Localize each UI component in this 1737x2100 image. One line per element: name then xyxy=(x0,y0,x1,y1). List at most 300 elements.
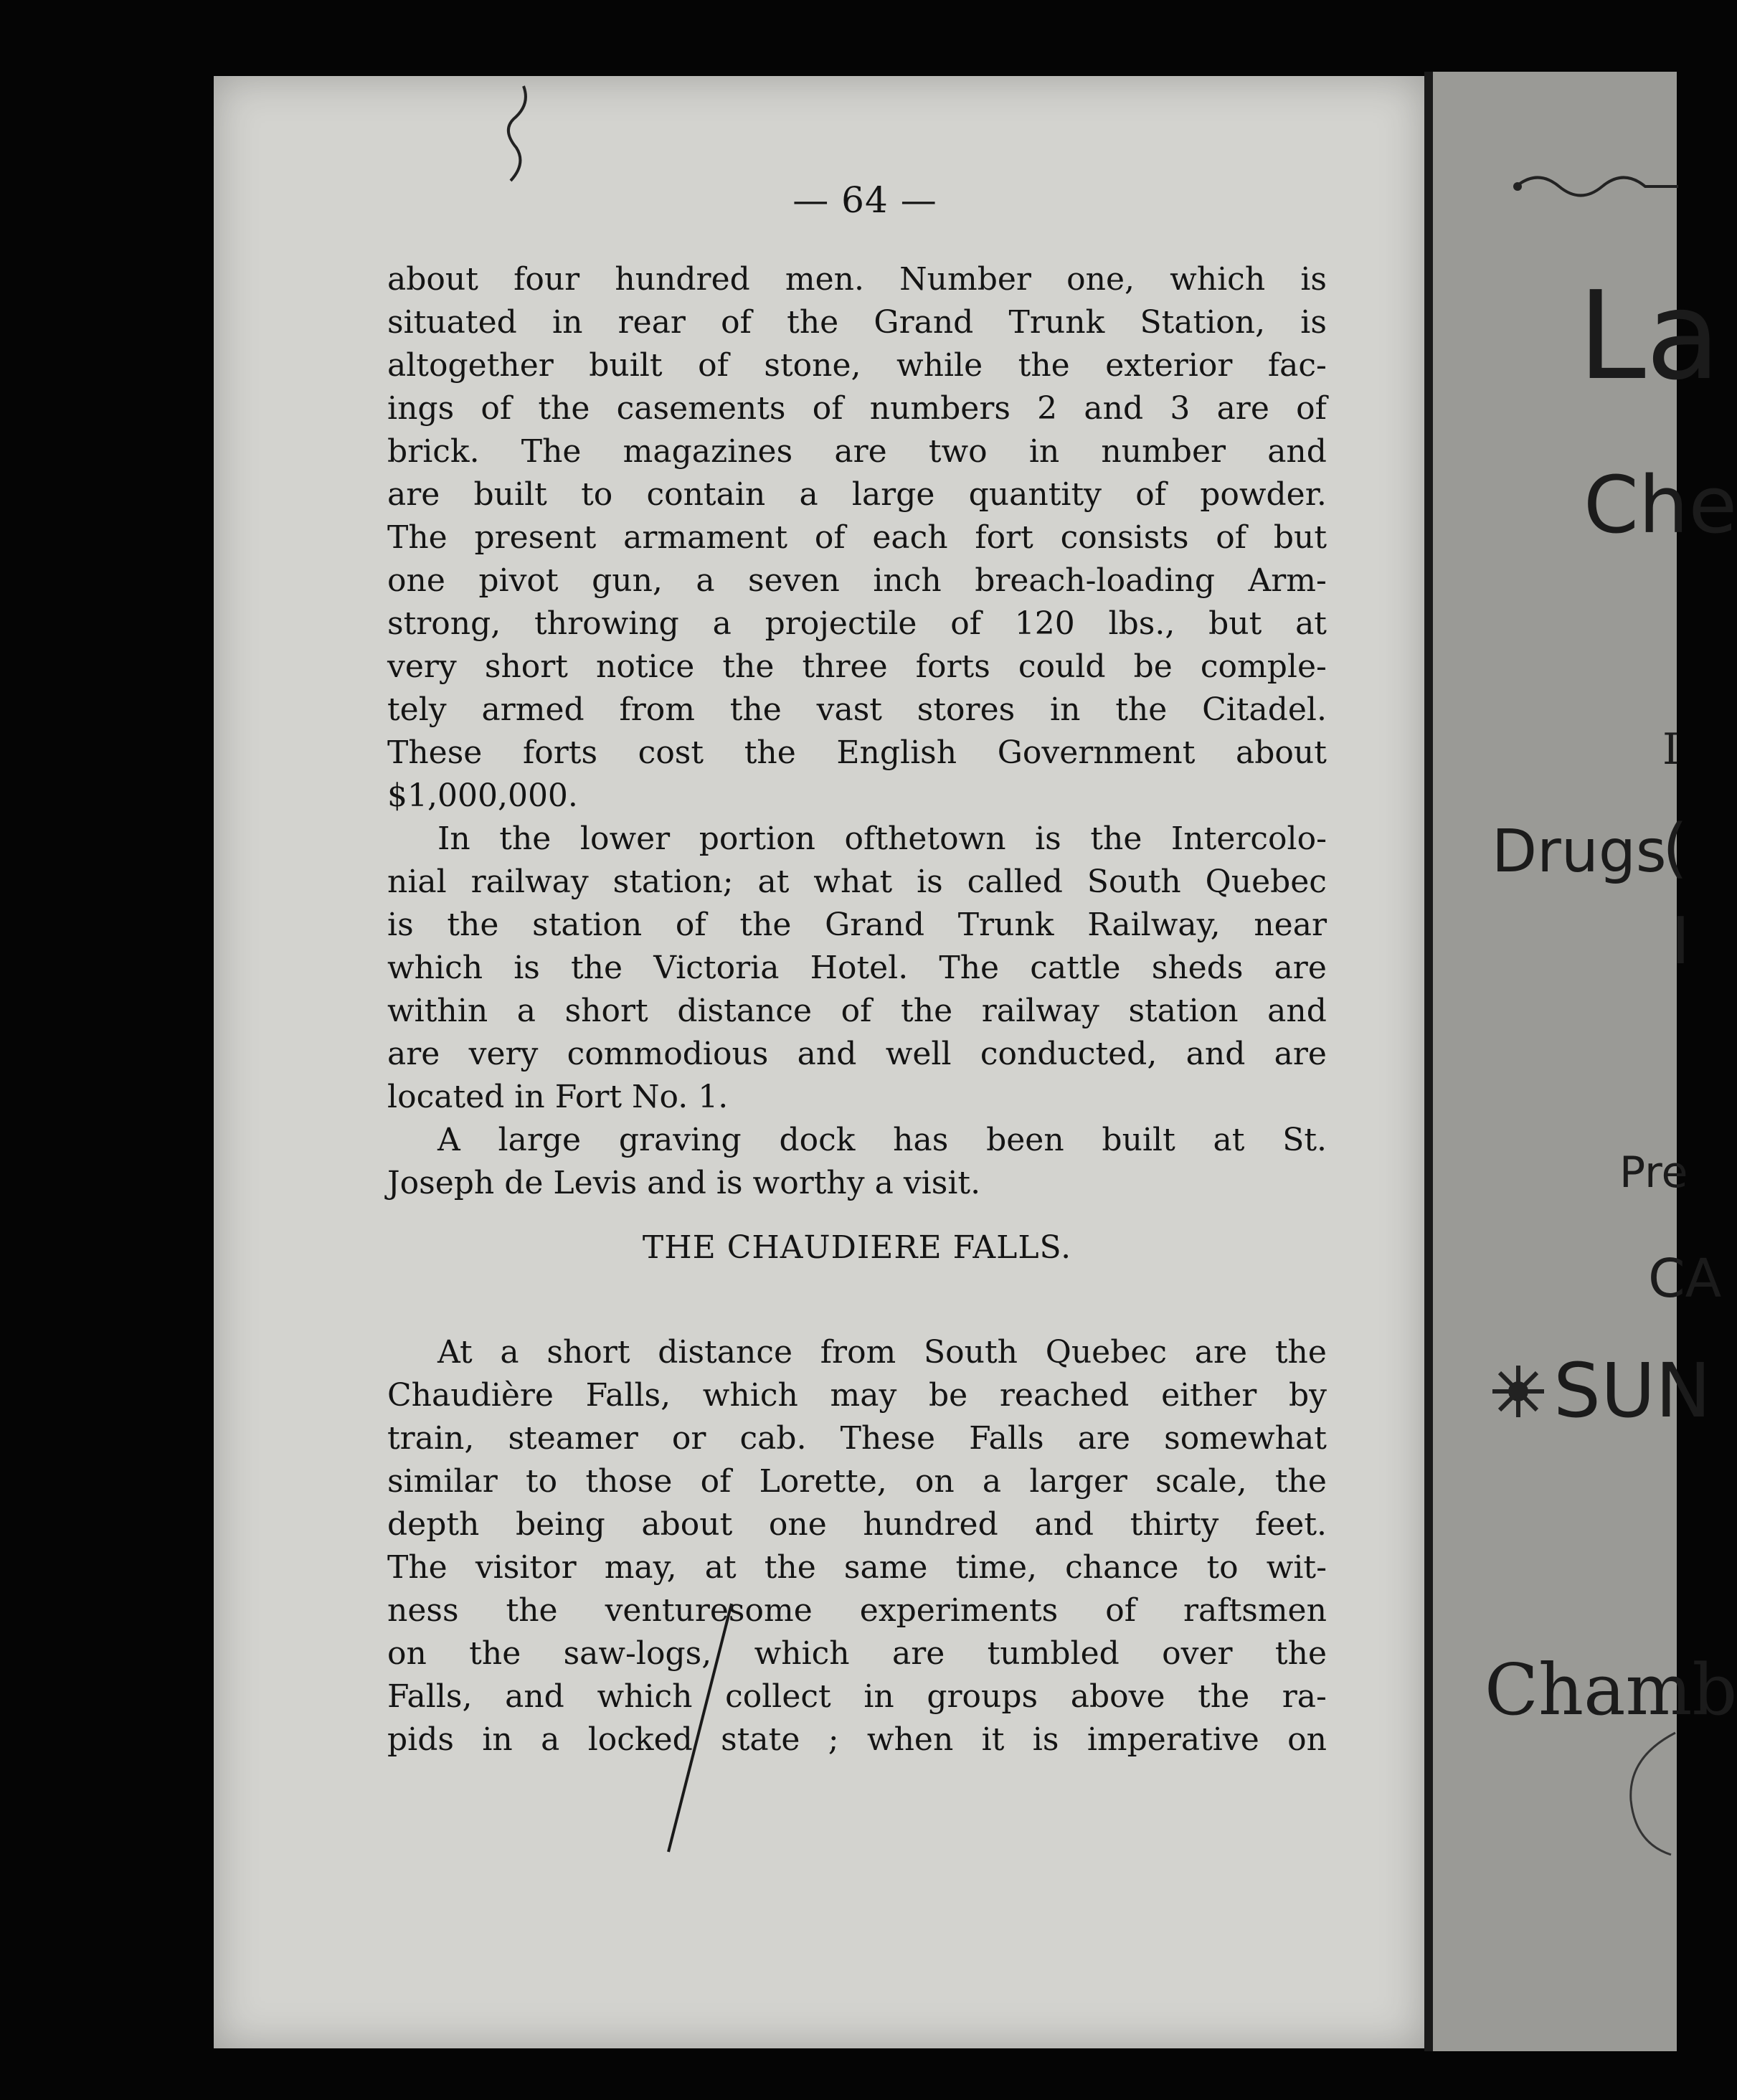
word: which xyxy=(597,1678,693,1715)
word: being xyxy=(515,1506,605,1543)
word: scale, xyxy=(1155,1463,1247,1500)
word: one xyxy=(387,562,445,599)
word: in xyxy=(1050,691,1081,728)
word: the xyxy=(1115,691,1168,728)
word: is xyxy=(1300,304,1327,341)
word: could xyxy=(1018,648,1106,685)
word: to xyxy=(581,476,613,513)
text-line xyxy=(387,258,1327,301)
text-line xyxy=(387,1503,1327,1546)
word: to xyxy=(1206,1549,1239,1586)
word: are xyxy=(387,1036,440,1072)
word: stores xyxy=(917,691,1016,728)
word: steamer xyxy=(508,1420,638,1457)
word: numbers xyxy=(869,390,1011,427)
word: venturesome xyxy=(605,1592,813,1629)
word: distance xyxy=(658,1334,793,1371)
word: commodious xyxy=(567,1036,769,1072)
word: dock xyxy=(779,1122,856,1158)
word: each xyxy=(872,519,948,556)
word: cattle xyxy=(1030,950,1121,986)
word: tely xyxy=(387,691,447,728)
word: forts xyxy=(522,734,598,771)
word: tumbled xyxy=(987,1635,1120,1672)
text-line xyxy=(387,645,1327,689)
text-line xyxy=(387,430,1327,473)
word: visitor xyxy=(475,1549,577,1586)
word: is xyxy=(1032,1721,1059,1758)
word: the xyxy=(739,907,792,943)
text-line xyxy=(387,947,1327,990)
word: ings xyxy=(387,390,455,427)
word: raftsmen xyxy=(1183,1592,1327,1629)
word: Government xyxy=(997,734,1196,771)
word: English xyxy=(836,734,957,771)
word: are xyxy=(1274,950,1327,986)
word: built xyxy=(589,347,663,384)
word: are xyxy=(1077,1420,1131,1457)
word: of xyxy=(675,907,706,943)
text-line xyxy=(387,301,1327,344)
word: consists xyxy=(1060,519,1189,556)
word: the xyxy=(1274,1635,1327,1672)
word: state xyxy=(721,1721,800,1758)
word: in xyxy=(1028,433,1060,470)
word: gun, xyxy=(592,562,663,599)
word: forts xyxy=(915,648,990,685)
word: casements xyxy=(616,390,786,427)
text-line xyxy=(387,1119,1327,1162)
text-line xyxy=(387,1718,1327,1761)
word: in xyxy=(863,1678,894,1715)
text-line xyxy=(387,990,1327,1033)
word: larger xyxy=(1029,1463,1127,1500)
word: nial xyxy=(387,864,447,900)
word: the xyxy=(538,390,590,427)
word: the xyxy=(1274,1463,1327,1500)
word: large xyxy=(498,1122,582,1158)
word: quantity xyxy=(968,476,1102,513)
word: Trunk xyxy=(1008,304,1105,341)
page-number: — 64 — xyxy=(792,179,937,221)
word: large xyxy=(851,476,935,513)
word: has xyxy=(893,1122,949,1158)
word: either xyxy=(1161,1377,1257,1414)
word: similar xyxy=(387,1463,498,1500)
word: may, xyxy=(604,1549,677,1586)
pencil-curve-mark xyxy=(1621,1728,1678,1858)
word: station xyxy=(532,907,643,943)
word: armed xyxy=(481,691,584,728)
word: short xyxy=(546,1334,630,1371)
word: on xyxy=(1287,1721,1327,1758)
word: the xyxy=(571,950,623,986)
word: the xyxy=(469,1635,521,1672)
word: saw-logs, xyxy=(563,1635,712,1672)
word: and xyxy=(1267,433,1327,470)
facing-page-drugs-tail: ( xyxy=(1662,810,1688,886)
page-body-text xyxy=(387,258,1327,1761)
word: At xyxy=(437,1334,473,1371)
word: of xyxy=(814,519,846,556)
word: station xyxy=(1128,993,1239,1029)
text-line xyxy=(387,1546,1327,1589)
word: the xyxy=(1198,1678,1250,1715)
word: the xyxy=(764,1549,816,1586)
word: exterior xyxy=(1105,347,1233,384)
word: present xyxy=(474,519,597,556)
text-line xyxy=(387,732,1327,775)
text-line xyxy=(387,559,1327,602)
text-line xyxy=(387,1675,1327,1718)
word: about xyxy=(1236,734,1327,771)
word: magazines xyxy=(623,433,793,470)
word: on xyxy=(387,1635,427,1672)
word: Lorette, xyxy=(759,1463,887,1500)
word: to xyxy=(525,1463,558,1500)
word: imperative xyxy=(1087,1721,1259,1758)
facing-page-drugs: Drugs xyxy=(1492,818,1667,886)
word: of xyxy=(950,605,982,642)
text-line xyxy=(387,1632,1327,1675)
word: within xyxy=(387,993,488,1029)
text-line: located in Fort No. 1. xyxy=(387,1079,729,1115)
word: The xyxy=(939,950,1000,986)
word: inch xyxy=(873,562,942,599)
word: are xyxy=(891,1635,945,1672)
word: thirty xyxy=(1130,1506,1219,1543)
word: Grand xyxy=(825,907,925,943)
text-line xyxy=(387,818,1327,861)
word: conducted, xyxy=(980,1036,1158,1072)
word: sheds xyxy=(1151,950,1244,986)
word: short xyxy=(564,993,648,1029)
word: A xyxy=(437,1122,460,1158)
word: of xyxy=(481,390,512,427)
word: of xyxy=(1216,519,1247,556)
word: distance xyxy=(677,993,813,1029)
word: These xyxy=(387,734,483,771)
word: is xyxy=(387,907,414,943)
word: about xyxy=(641,1506,733,1543)
word: the xyxy=(787,304,839,341)
word: Falls, xyxy=(585,1377,671,1414)
word: hundred xyxy=(615,261,750,298)
word: what xyxy=(813,864,893,900)
word: may xyxy=(830,1377,897,1414)
word: from xyxy=(619,691,695,728)
word: when xyxy=(866,1721,954,1758)
word: built xyxy=(473,476,547,513)
word: is xyxy=(1300,261,1327,298)
word: about xyxy=(387,261,478,298)
word: Station, xyxy=(1140,304,1266,341)
word: reached xyxy=(999,1377,1130,1414)
word: ofthetown xyxy=(844,820,1006,857)
word: graving xyxy=(618,1122,742,1158)
word: Quebec xyxy=(1205,864,1327,900)
word: two xyxy=(928,433,988,470)
word: been xyxy=(986,1122,1064,1158)
word: These xyxy=(840,1420,936,1457)
word: time, xyxy=(955,1549,1038,1586)
facing-page-pre: Pre xyxy=(1619,1148,1688,1198)
word: number xyxy=(1101,433,1226,470)
word: are xyxy=(834,433,887,470)
word: at xyxy=(1213,1122,1245,1158)
word: four xyxy=(513,261,580,298)
word: of xyxy=(1105,1592,1137,1629)
word: depth xyxy=(387,1506,480,1543)
facing-page-ca: CA xyxy=(1648,1248,1722,1310)
word: locked xyxy=(587,1721,693,1758)
text-line xyxy=(387,1033,1327,1076)
text-line: $1,000,000. xyxy=(387,777,578,814)
facing-page-bracket: I xyxy=(1671,904,1690,979)
word: on xyxy=(914,1463,955,1500)
word: Falls xyxy=(969,1420,1044,1457)
facing-page-sun: SUN xyxy=(1553,1347,1711,1434)
word: very xyxy=(468,1036,539,1072)
word: those xyxy=(585,1463,673,1500)
word: somewhat xyxy=(1164,1420,1327,1457)
word: comple- xyxy=(1200,648,1327,685)
word: wit- xyxy=(1266,1549,1327,1586)
word: Railway, xyxy=(1087,907,1221,943)
word: one, xyxy=(1066,261,1135,298)
word: Grand xyxy=(874,304,974,341)
word: feet. xyxy=(1254,1506,1327,1543)
word: St. xyxy=(1282,1122,1327,1158)
text-line xyxy=(387,473,1327,516)
word: groups xyxy=(927,1678,1038,1715)
word: the xyxy=(729,691,782,728)
word: in xyxy=(552,304,583,341)
word: the xyxy=(901,993,953,1029)
word: Falls, xyxy=(387,1678,473,1715)
word: station; xyxy=(612,864,734,900)
word: 3 xyxy=(1170,390,1191,427)
word: of xyxy=(721,304,752,341)
word: a xyxy=(696,562,715,599)
word: at xyxy=(704,1549,737,1586)
word: of xyxy=(841,993,872,1029)
word: Citadel. xyxy=(1202,691,1327,728)
word: short xyxy=(484,648,568,685)
word: while xyxy=(896,347,983,384)
word: and xyxy=(1267,993,1327,1029)
word: near xyxy=(1254,907,1327,943)
word: in xyxy=(482,1721,513,1758)
word: stone, xyxy=(764,347,861,384)
word: ra- xyxy=(1282,1678,1327,1715)
word: The xyxy=(521,433,582,470)
word: vast xyxy=(816,691,882,728)
word: which xyxy=(1170,261,1266,298)
word: In xyxy=(437,820,470,857)
word: is xyxy=(917,864,943,900)
facing-page-title-fragment: La xyxy=(1578,265,1721,407)
word: pids xyxy=(387,1721,454,1758)
word: it xyxy=(981,1721,1005,1758)
word: a xyxy=(516,993,536,1029)
word: brick. xyxy=(387,433,480,470)
text-line xyxy=(387,689,1327,732)
word: the xyxy=(1018,347,1070,384)
word: South xyxy=(1087,864,1181,900)
word: the xyxy=(1274,1334,1327,1371)
word: ness xyxy=(387,1592,459,1629)
word: which xyxy=(754,1635,850,1672)
word: one xyxy=(768,1506,827,1543)
pencil-squiggle-mark xyxy=(495,83,538,184)
word: contain xyxy=(646,476,766,513)
word: Quebec xyxy=(1045,1334,1168,1371)
word: from xyxy=(820,1334,896,1371)
word: altogether xyxy=(387,347,554,384)
word: or xyxy=(671,1420,706,1457)
text-line xyxy=(387,344,1327,387)
word: portion xyxy=(699,820,815,857)
word: which xyxy=(702,1377,798,1414)
word: are xyxy=(1216,390,1269,427)
word: at xyxy=(757,864,790,900)
word: and xyxy=(1084,390,1144,427)
word: very xyxy=(387,648,457,685)
word: above xyxy=(1070,1678,1165,1715)
facing-page-chamb: Chamb xyxy=(1485,1650,1737,1731)
word: of xyxy=(1135,476,1166,513)
word: cost xyxy=(638,734,704,771)
word: three xyxy=(802,648,888,685)
word: Trunk xyxy=(957,907,1054,943)
word: notice xyxy=(596,648,695,685)
word: South xyxy=(924,1334,1018,1371)
word: throwing xyxy=(534,605,679,642)
word: the xyxy=(499,820,552,857)
word: Number xyxy=(899,261,1031,298)
section-heading: THE CHAUDIERE FALLS. xyxy=(642,1229,1072,1266)
word: lower xyxy=(579,820,671,857)
word: is xyxy=(1035,820,1061,857)
text-line xyxy=(387,1417,1327,1460)
word: hundred xyxy=(863,1506,998,1543)
word: called xyxy=(967,864,1063,900)
text-line xyxy=(387,1460,1327,1503)
word: railway xyxy=(470,864,589,900)
word: the xyxy=(447,907,499,943)
word: of xyxy=(698,347,729,384)
word: over xyxy=(1162,1635,1233,1672)
sunburst-ornament-icon xyxy=(1486,1363,1551,1420)
word: but xyxy=(1208,605,1262,642)
word: The xyxy=(387,519,448,556)
word: strong, xyxy=(387,605,501,642)
word: powder. xyxy=(1200,476,1327,513)
word: the xyxy=(1090,820,1142,857)
word: Arm- xyxy=(1248,562,1327,599)
text-line xyxy=(387,1374,1327,1417)
word: fort xyxy=(975,519,1033,556)
word: seven xyxy=(748,562,840,599)
word: but xyxy=(1273,519,1327,556)
word: and xyxy=(505,1678,564,1715)
word: men. xyxy=(785,261,865,298)
word: and xyxy=(1034,1506,1094,1543)
word: rear xyxy=(617,304,686,341)
word: Hotel. xyxy=(810,950,909,986)
word: which xyxy=(387,950,483,986)
word: cab. xyxy=(739,1420,807,1457)
text-line xyxy=(387,1331,1327,1374)
word: projectile xyxy=(765,605,917,642)
word: of xyxy=(1296,390,1327,427)
word: train, xyxy=(387,1420,475,1457)
word: experiments xyxy=(859,1592,1059,1629)
word: breach-loading xyxy=(975,562,1216,599)
word: Chaudière xyxy=(387,1377,554,1414)
word: built xyxy=(1102,1122,1175,1158)
word: armament xyxy=(623,519,788,556)
text-line xyxy=(387,387,1327,430)
word: be xyxy=(929,1377,968,1414)
word: lbs., xyxy=(1108,605,1175,642)
word: well xyxy=(885,1036,952,1072)
word: at xyxy=(1295,605,1327,642)
word: of xyxy=(812,390,843,427)
word: a xyxy=(799,476,818,513)
word: same xyxy=(843,1549,928,1586)
text-line xyxy=(387,1589,1327,1632)
ornament-flourish-icon xyxy=(1509,165,1681,208)
word: fac- xyxy=(1267,347,1327,384)
word: 120 xyxy=(1014,605,1075,642)
text-line: Joseph de Levis and is worthy a visit. xyxy=(387,1165,981,1201)
word: is xyxy=(513,950,540,986)
word: are xyxy=(387,476,440,513)
word: the xyxy=(744,734,796,771)
text-line xyxy=(387,602,1327,645)
word: a xyxy=(500,1334,519,1371)
word: situated xyxy=(387,304,517,341)
word: a xyxy=(982,1463,1002,1500)
facing-page-che: Che xyxy=(1584,459,1737,551)
text-line xyxy=(387,904,1327,947)
word: the xyxy=(722,648,775,685)
pencil-slash-mark xyxy=(660,1599,739,1858)
word: the xyxy=(506,1592,558,1629)
word: are xyxy=(1194,1334,1248,1371)
word: Intercolo- xyxy=(1170,820,1327,857)
text-line xyxy=(387,516,1327,559)
word: Victoria xyxy=(653,950,780,986)
word: The xyxy=(387,1549,448,1586)
word: pivot xyxy=(478,562,559,599)
facing-page-letter-i: I xyxy=(1662,724,1680,775)
word: 2 xyxy=(1037,390,1058,427)
word: are xyxy=(1274,1036,1327,1072)
word: by xyxy=(1288,1377,1327,1414)
text-line xyxy=(387,861,1327,904)
word: and xyxy=(1185,1036,1246,1072)
word: railway xyxy=(981,993,1099,1029)
word: of xyxy=(700,1463,732,1500)
word: a xyxy=(541,1721,560,1758)
word: a xyxy=(712,605,732,642)
word: and xyxy=(797,1036,857,1072)
word: collect xyxy=(725,1678,831,1715)
word: chance xyxy=(1065,1549,1179,1586)
